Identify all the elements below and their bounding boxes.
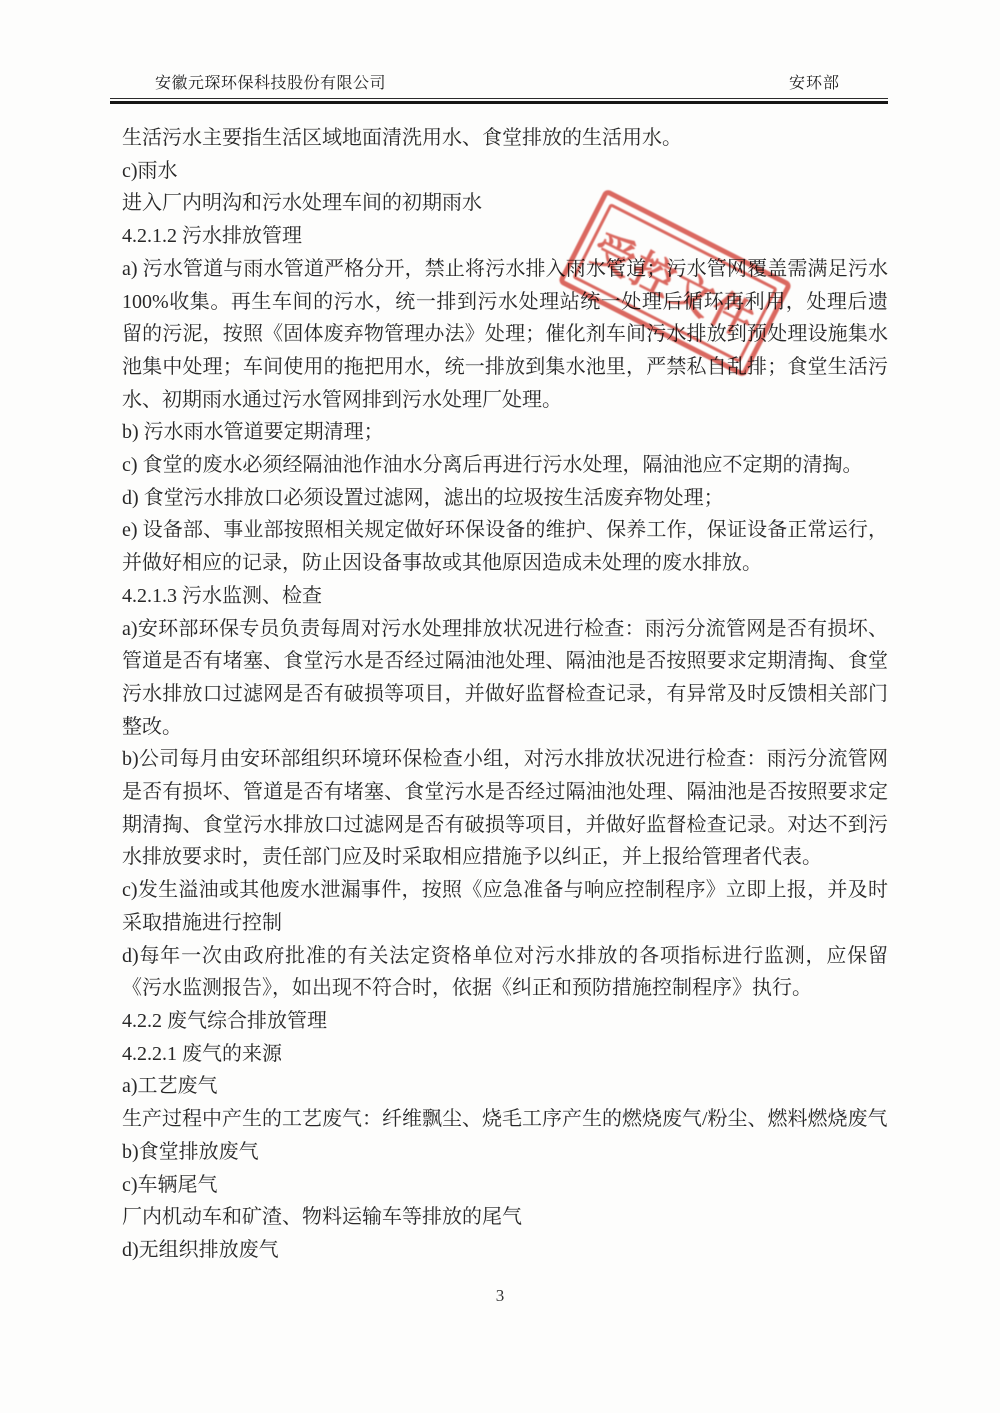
paragraph: b)公司每月由安环部组织环境环保检查小组，对污水排放状况进行检查：雨污分流管网是否有损坏、管道是否有堵塞、食堂污水是否经过隔油池处理、隔油池是否按照要求定期清掏、食堂污水排放口过滤网是否有破损等项目，并做好监督检查记录。对达不到污水排放要求时，责任部门应及时采取相应措施予以纠正，并上报给管理者代表。 bbox=[122, 748, 888, 869]
paragraph: 生产过程中产生的工艺废气：纤维飘尘、烧毛工序产生的燃烧废气/粉尘、燃料燃烧废气 bbox=[122, 1108, 888, 1131]
paragraph: c) 食堂的废水必须经隔油池作油水分离后再进行污水处理，隔油池应不定期的清掏。 bbox=[122, 454, 863, 477]
paragraph: a) 污水管道与雨水管道严格分开，禁止将污水排入雨水管道；污水管网覆盖需满足污水 100%收集。再生车间的污水，统一排到污水处理站统一处理后循环再利用，处理后遗留的污泥，按照《固体废弃物管理办法》处理；催化剂车间污水排放到预处理设施集水池集中处理；车间使用的拖把用水，统一排放到集水池里，严禁私自乱排；食堂生活污水、初期雨水通过污水管网排到污水处理厂处理。 bbox=[122, 257, 888, 411]
paragraph: 4.2.2.1 废气的来源 bbox=[122, 1042, 282, 1065]
paragraph: 进入厂内明沟和污水处理车间的初期雨水 bbox=[122, 192, 482, 215]
paragraph: a)工艺废气 bbox=[122, 1075, 218, 1098]
paragraph: 4.2.2 废气综合排放管理 bbox=[122, 1009, 327, 1032]
company-name: 安徽元琛环保科技股份有限公司 bbox=[155, 75, 387, 92]
paragraph: 生活污水主要指生活区域地面清洗用水、食堂排放的生活用水。 bbox=[122, 127, 682, 149]
header-divider bbox=[110, 98, 888, 104]
paragraph: d)无组织排放废气 bbox=[122, 1238, 279, 1261]
paragraph: b)食堂排放废气 bbox=[122, 1140, 259, 1163]
paragraph: 4.2.1.3 污水监测、检查 bbox=[122, 584, 322, 607]
page-number: 3 bbox=[495, 1286, 505, 1305]
paragraph: d) 食堂污水排放口必须设置过滤网，滤出的垃圾按生活废弃物处理； bbox=[122, 486, 724, 509]
paragraph: c)车辆尾气 bbox=[122, 1173, 218, 1196]
stamp-text: 受控文件 bbox=[584, 226, 763, 348]
paragraph: 4.2.1.2 污水排放管理 bbox=[122, 225, 302, 248]
paragraph: c)雨水 bbox=[122, 159, 178, 182]
paragraph: d)每年一次由政府批准的有关法定资格单位对污水排放的各项指标进行监测，应保留《污水监测报告》，如出现不符合时，依据《纠正和预防措施控制程序》执行。 bbox=[122, 944, 888, 1000]
paragraph: c)发生溢油或其他废水泄漏事件，按照《应急准备与响应控制程序》立即上报，并及时采取措施进行控制 bbox=[122, 879, 888, 934]
page-header bbox=[122, 70, 888, 93]
paragraph: a)安环部环保专员负责每周对污水处理排放状况进行检查：雨污分流管网是否有损坏、管道是否有堵塞、食堂污水是否经过隔油池处理、隔油池是否按照要求定期清掏、食堂污水排放口过滤网是否有破损等项目，并做好监督检查记录，有异常及时反馈相关部门整改。 bbox=[122, 617, 888, 738]
paragraph: 厂内机动车和矿渣、物料运输车等排放的尾气 bbox=[122, 1206, 522, 1229]
header-divider-thick-line bbox=[110, 101, 888, 104]
paragraph: b) 污水雨水管道要定期清理； bbox=[122, 421, 384, 444]
paragraph: e) 设备部、事业部按照相关规定做好环保设备的维护、保养工作，保证设备正常运行，并做好相应的记录，防止因设备事故或其他原因造成未处理的废水排放。 bbox=[122, 519, 888, 575]
department-label: 安环部 bbox=[788, 75, 840, 92]
